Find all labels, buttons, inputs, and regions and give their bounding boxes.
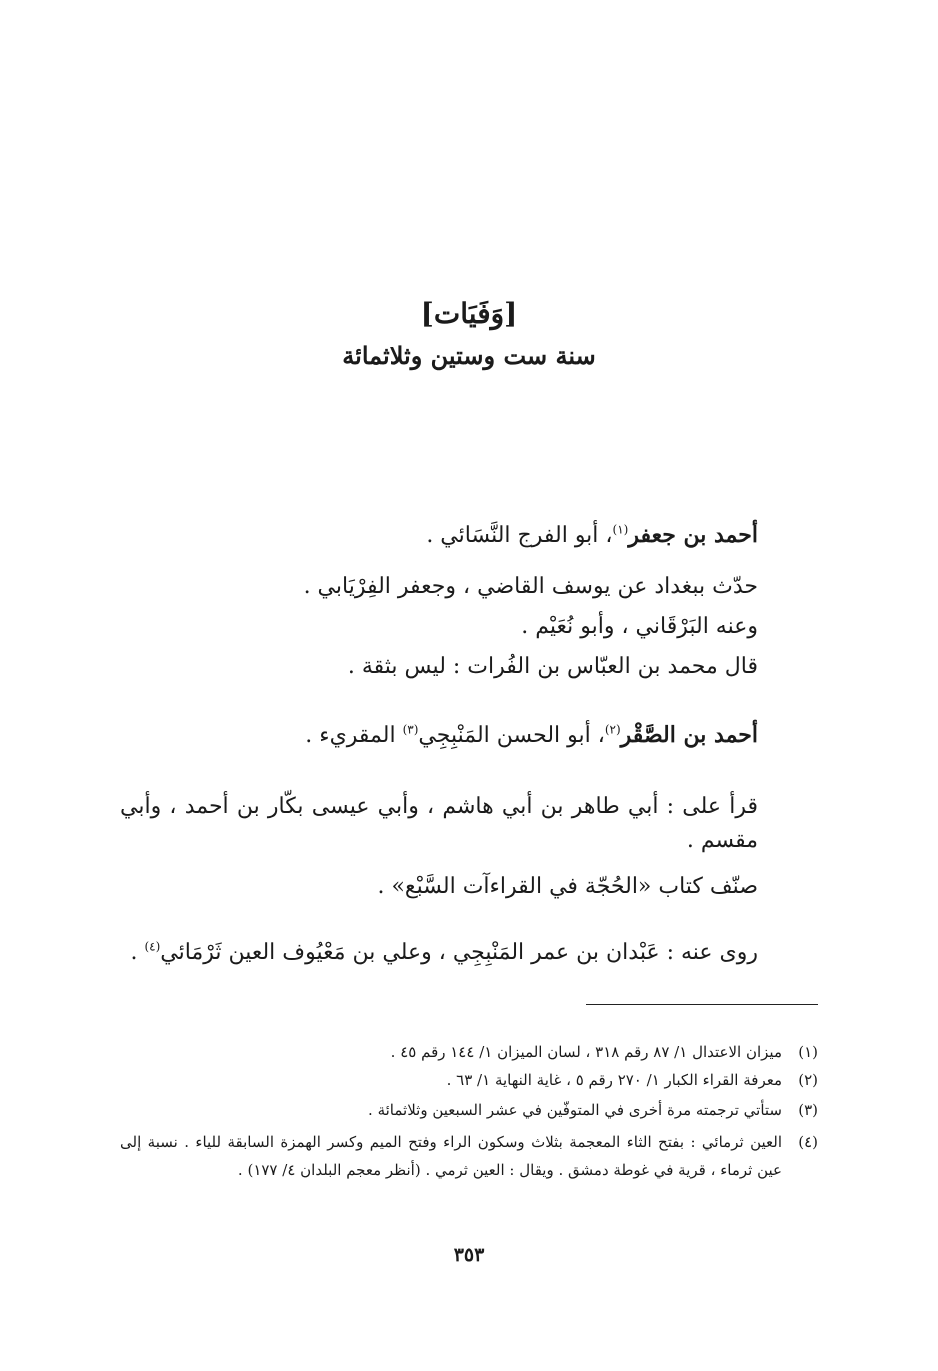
footnote-ref-1[interactable]: (١) [612, 522, 629, 537]
section-title: [وَفَيَات] [420, 297, 518, 330]
footnote-3 [120, 1096, 818, 1124]
entry-2-end: . [130, 940, 145, 965]
footnote-text: ميزان الاعتدال ١/ ٨٧ رقم ٣١٨ ، لسان الميزان ١/ ١٤٤ رقم ٤٥ . [390, 1043, 782, 1061]
entry-2-narrators: روى عنه : عَبْدان بن عمر المَنْبِجِي ، وعلي بن مَعْيُوف العين ثَرْمَائي [160, 940, 758, 965]
footnote-2 [120, 1066, 818, 1094]
entry-1-line-4: قال محمد بن العبّاس بن الفُرات : ليس بثقة . [347, 654, 758, 679]
footnote-text: معرفة القراء الكبار ١/ ٢٧٠ رقم ٥ ، غاية النهاية ١/ ٦٣ . [446, 1071, 782, 1089]
entry-1-kunya: ، أبو الفرج النَّسَائي . [426, 523, 613, 548]
footnote-4 [120, 1128, 818, 1184]
entry-2-title: المقريء . [305, 723, 403, 748]
section-subtitle: سنة ست وستين وثلاثمائة [342, 341, 596, 370]
entry-2-line-4 [120, 936, 758, 970]
footnote-ref-3[interactable]: (٣) [402, 722, 419, 737]
page-number: ٣٥٣ [453, 1244, 485, 1266]
entry-2-line-2: قرأ على : أبي طاهر بن أبي هاشم ، وأبي عيسى بكّار بن أحمد ، وأبي مقسم . [120, 794, 758, 853]
entry-1-name: أحمد بن جعفر [628, 522, 758, 548]
footnote-number: (٢) [798, 1071, 818, 1089]
entry-1-line-3: وعنه البَرْقَاني ، وأبو نُعَيْم . [521, 614, 758, 639]
footnote-ref-4[interactable]: (٤) [144, 939, 161, 954]
footnote-text: العين ثرمائي : بفتح الثاء المعجمة بثلاث وسكون الراء وفتح الميم وكسر الهمزة السابقة للياء . نسبة إلى عين ثرماء ، قرية في غوطة دمشق . ويقال : العين ثرمي . (أنظر معجم البلدان ٤/ ١٧٧) . [120, 1133, 782, 1179]
entry-2-heading [120, 718, 758, 753]
footnote-number: (٤) [798, 1133, 818, 1151]
entry-2-line-3: صنّف كتاب «الحُجّة في القراءآت السَّبْع» . [377, 874, 758, 899]
footnote-ref-2[interactable]: (٢) [604, 722, 621, 737]
footnote-number: (٣) [798, 1101, 818, 1119]
footnote-number: (١) [798, 1043, 818, 1061]
entry-1-line-2: حدّث ببغداد عن يوسف القاضي ، وجعفر الفِرْيَابي . [303, 574, 758, 599]
footnote-divider [586, 1004, 818, 1005]
footnote-text: ستأتي ترجمته مرة أخرى في المتوفّين في عشر السبعين وثلاثمائة . [368, 1101, 782, 1119]
footnote-1 [120, 1038, 818, 1066]
entry-1-heading [120, 518, 758, 553]
entry-2-name: أحمد بن الصَّقْر [620, 722, 758, 748]
entry-2-kunya: ، أبو الحسن المَنْبِجِي [418, 723, 605, 748]
